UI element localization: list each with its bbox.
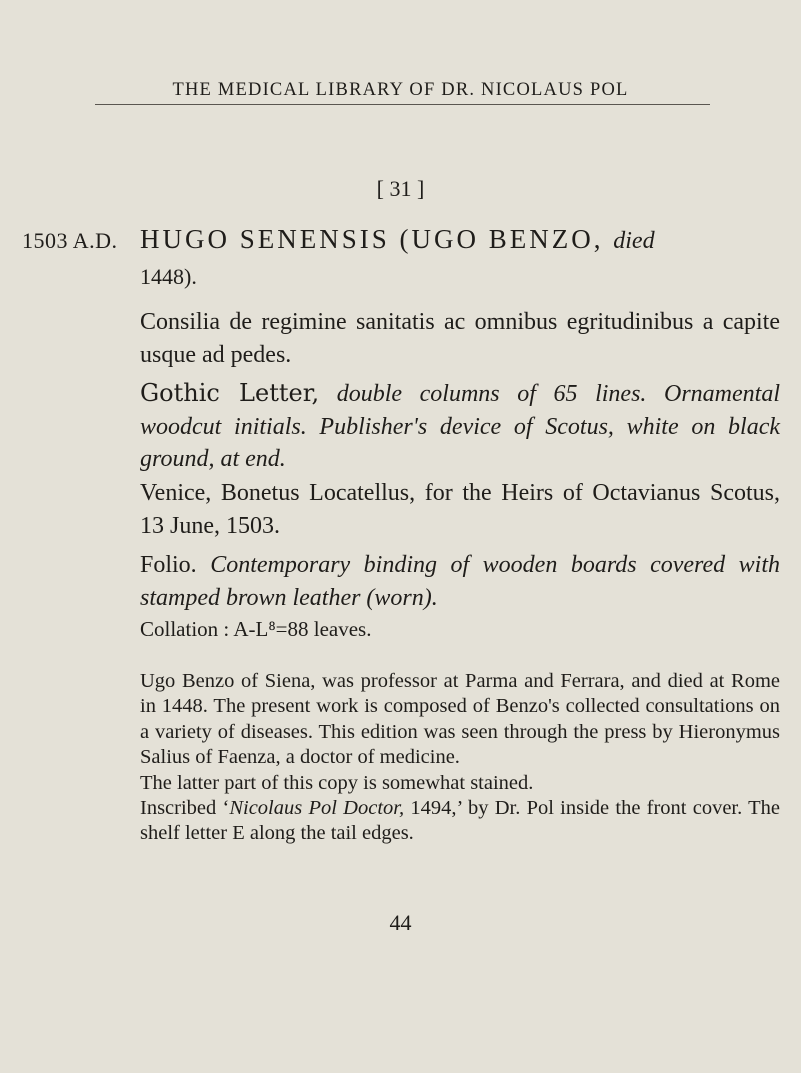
- binding-description: Contemporary binding of wooden boards covered with stamped brown leather (worn).: [140, 552, 780, 611]
- margin-date: 1503 A.D.: [22, 228, 118, 253]
- inscription-post: 1494,’ by Dr. Pol inside the front cover. The shelf letter E along the tail edges.: [140, 797, 780, 845]
- imprint: Venice, Bonetus Locatellus, for the Heirs of Octavianus Scotus, 13 June, 1503.: [140, 480, 780, 539]
- running-head: THE MEDICAL LIBRARY OF DR. NICOLAUS POL: [172, 80, 629, 100]
- notes-paragraph: Ugo Benzo of Siena, was professor at Parma and Ferrara, and died at Rome in 1448. The present work is composed of Benzo's collected consultations on a variety of diseases. This edition was seen through the press by Hieronymus Salius of Faenza, a doctor of medicine.: [140, 670, 780, 769]
- format-binding: [140, 549, 780, 614]
- bibliographic-notes: [140, 669, 780, 847]
- inscription-pre: Inscribed ‘: [140, 797, 230, 820]
- author-name: HUGO SENENSIS (UGO BENZO,: [140, 224, 604, 254]
- notes-paragraph: [140, 796, 780, 847]
- header-rule: [95, 104, 710, 105]
- collation: Collation : A-L⁸=88 leaves.: [140, 617, 372, 641]
- entry-heading: [140, 221, 780, 294]
- died-year: 1448).: [140, 264, 197, 290]
- typographic-description: [140, 377, 780, 476]
- page-number: 44: [389, 910, 412, 935]
- typographic-details: double columns of 65 lines. Ornamental woodcut initials. Publisher's device of Scotus, white on black ground, at end.: [140, 381, 780, 473]
- entry-number: [ 31 ]: [376, 176, 425, 201]
- gothic-letter-label: Gothic Letter,: [140, 379, 320, 407]
- format-size: Folio.: [140, 552, 197, 578]
- died-label: died: [613, 228, 655, 254]
- inscription-italic: Nicolaus Pol Doctor,: [229, 797, 405, 820]
- notes-paragraph: The latter part of this copy is somewhat stained.: [140, 771, 534, 794]
- work-title: Consilia de regimine sanitatis ac omnibus egritudinibus a capite usque ad pedes.: [140, 309, 780, 368]
